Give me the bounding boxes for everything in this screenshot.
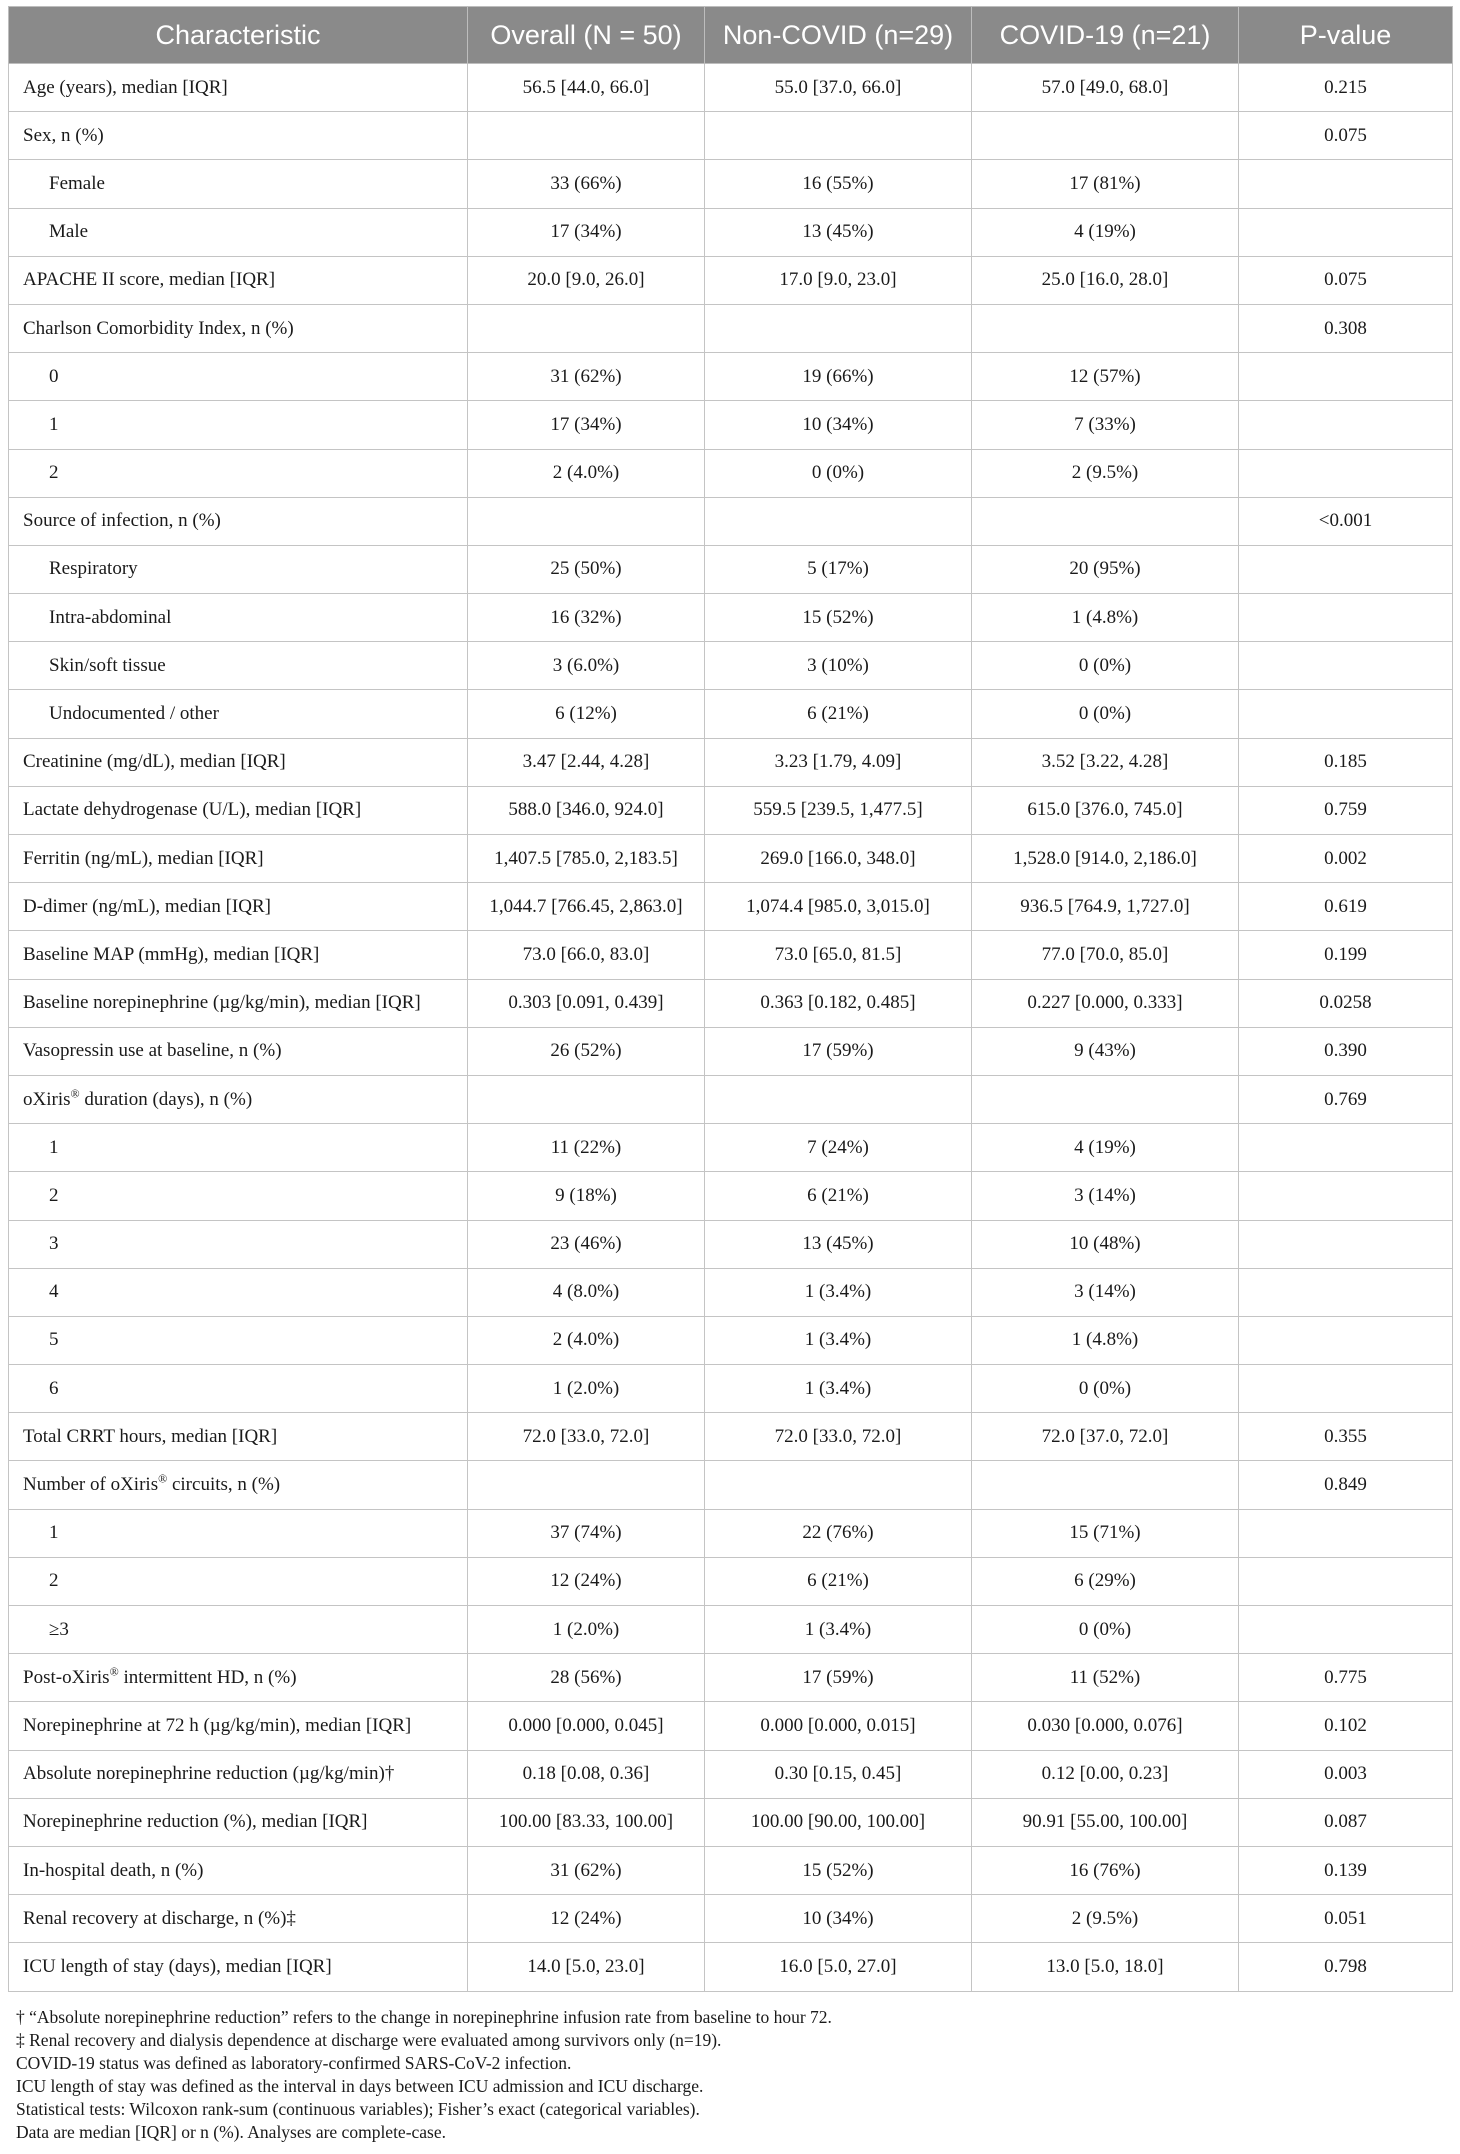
cell-p-value [1239,1606,1453,1654]
cell-p-value: 0.775 [1239,1654,1453,1702]
cell-non-covid: 6 (21%) [705,1172,972,1220]
cell-covid [972,304,1239,352]
table-row [9,160,1453,208]
cell-p-value [1239,1124,1453,1172]
cell-p-value [1239,1557,1453,1605]
cell-non-covid: 0 (0%) [705,449,972,497]
cell-overall [468,1075,705,1123]
cell-non-covid: 15 (52%) [705,1846,972,1894]
cell-characteristic: Renal recovery at discharge, n (%)‡ [9,1895,468,1943]
cell-characteristic: Absolute norepinephrine reduction (µg/kg/min)† [9,1750,468,1798]
cell-non-covid: 100.00 [90.00, 100.00] [705,1798,972,1846]
cell-characteristic: Charlson Comorbidity Index, n (%) [9,304,468,352]
cell-covid: 13.0 [5.0, 18.0] [972,1943,1239,1991]
table-row [9,1124,1453,1172]
cell-overall: 72.0 [33.0, 72.0] [468,1413,705,1461]
table-row [9,1846,1453,1894]
cell-characteristic: Baseline norepinephrine (µg/kg/min), median [IQR] [9,979,468,1027]
cell-p-value: 0.102 [1239,1702,1453,1750]
cell-p-value: 0.769 [1239,1075,1453,1123]
table-row [9,1316,1453,1364]
cell-overall [468,497,705,545]
cell-non-covid: 16 (55%) [705,160,972,208]
cell-overall: 16 (32%) [468,594,705,642]
cell-non-covid: 10 (34%) [705,1895,972,1943]
table-row [9,1750,1453,1798]
table-row [9,1702,1453,1750]
table-header [9,7,1453,64]
table-row [9,979,1453,1027]
cell-overall: 20.0 [9.0, 26.0] [468,256,705,304]
cell-characteristic: Lactate dehydrogenase (U/L), median [IQR] [9,786,468,834]
cell-non-covid: 0.363 [0.182, 0.485] [705,979,972,1027]
cell-non-covid: 3 (10%) [705,642,972,690]
cell-p-value [1239,1509,1453,1557]
cell-p-value: 0.308 [1239,304,1453,352]
table-row [9,1606,1453,1654]
cell-characteristic: 2 [9,1172,468,1220]
cell-covid: 7 (33%) [972,401,1239,449]
table-row [9,1895,1453,1943]
cell-p-value: 0.355 [1239,1413,1453,1461]
cell-covid: 3.52 [3.22, 4.28] [972,738,1239,786]
table-row [9,1943,1453,1991]
cell-covid: 1 (4.8%) [972,594,1239,642]
cell-non-covid: 6 (21%) [705,690,972,738]
table-row [9,497,1453,545]
cell-overall: 0.18 [0.08, 0.36] [468,1750,705,1798]
cell-non-covid: 72.0 [33.0, 72.0] [705,1413,972,1461]
cell-non-covid: 10 (34%) [705,401,972,449]
cell-covid: 17 (81%) [972,160,1239,208]
cell-characteristic: Vasopressin use at baseline, n (%) [9,1027,468,1075]
cell-overall: 25 (50%) [468,545,705,593]
cell-covid: 12 (57%) [972,353,1239,401]
cell-covid: 11 (52%) [972,1654,1239,1702]
cell-overall: 1 (2.0%) [468,1365,705,1413]
cell-covid: 57.0 [49.0, 68.0] [972,64,1239,112]
cell-characteristic: Creatinine (mg/dL), median [IQR] [9,738,468,786]
cell-non-covid: 1 (3.4%) [705,1365,972,1413]
cell-overall: 4 (8.0%) [468,1268,705,1316]
cell-overall [468,304,705,352]
cell-covid: 0.030 [0.000, 0.076] [972,1702,1239,1750]
cell-non-covid [705,1075,972,1123]
cell-characteristic: Respiratory [9,545,468,593]
cell-non-covid [705,1461,972,1509]
cell-non-covid: 17 (59%) [705,1654,972,1702]
table-row [9,1220,1453,1268]
cell-characteristic: Age (years), median [IQR] [9,64,468,112]
table-row [9,449,1453,497]
cell-characteristic: 2 [9,1557,468,1605]
cell-characteristic: APACHE II score, median [IQR] [9,256,468,304]
cell-characteristic: Baseline MAP (mmHg), median [IQR] [9,931,468,979]
cell-p-value: 0.075 [1239,256,1453,304]
cell-overall: 17 (34%) [468,208,705,256]
cell-covid: 936.5 [764.9, 1,727.0] [972,883,1239,931]
table-row [9,1413,1453,1461]
cell-non-covid: 22 (76%) [705,1509,972,1557]
cell-characteristic: Post-oXiris® intermittent HD, n (%) [9,1654,468,1702]
cell-covid [972,1461,1239,1509]
cell-overall: 3.47 [2.44, 4.28] [468,738,705,786]
cell-characteristic: D-dimer (ng/mL), median [IQR] [9,883,468,931]
cell-covid: 3 (14%) [972,1268,1239,1316]
cell-characteristic: oXiris® duration (days), n (%) [9,1075,468,1123]
footnote: COVID-19 status was defined as laboratory-confirmed SARS-CoV-2 infection. [16,2052,572,2073]
cell-overall: 2 (4.0%) [468,449,705,497]
table-row [9,64,1453,112]
cell-covid: 3 (14%) [972,1172,1239,1220]
cell-p-value: 0.0258 [1239,979,1453,1027]
table-row [9,112,1453,160]
table-row [9,545,1453,593]
cell-overall: 28 (56%) [468,1654,705,1702]
cell-p-value [1239,449,1453,497]
cell-covid: 15 (71%) [972,1509,1239,1557]
cell-p-value [1239,1220,1453,1268]
cell-p-value: 0.215 [1239,64,1453,112]
cell-non-covid: 269.0 [166.0, 348.0] [705,835,972,883]
cell-non-covid: 19 (66%) [705,353,972,401]
cell-overall: 31 (62%) [468,1846,705,1894]
cell-covid: 16 (76%) [972,1846,1239,1894]
cell-non-covid: 1 (3.4%) [705,1606,972,1654]
table-row [9,883,1453,931]
cell-non-covid [705,112,972,160]
cell-covid [972,497,1239,545]
table-row [9,690,1453,738]
cell-covid: 0 (0%) [972,1606,1239,1654]
cell-characteristic: In-hospital death, n (%) [9,1846,468,1894]
cell-covid [972,1075,1239,1123]
cell-p-value [1239,401,1453,449]
cell-characteristic: 1 [9,1124,468,1172]
cell-p-value [1239,1172,1453,1220]
cell-characteristic: Male [9,208,468,256]
table-row [9,931,1453,979]
cell-covid: 0 (0%) [972,1365,1239,1413]
footnote: † “Absolute norepinephrine reduction” refers to the change in norepinephrine infusion rate from baseline to hour 72. [16,2006,832,2027]
cell-overall: 100.00 [83.33, 100.00] [468,1798,705,1846]
cell-non-covid: 17.0 [9.0, 23.0] [705,256,972,304]
cell-non-covid: 13 (45%) [705,1220,972,1268]
cell-p-value [1239,690,1453,738]
table-row [9,738,1453,786]
cell-covid: 20 (95%) [972,545,1239,593]
table-row [9,1365,1453,1413]
cell-non-covid: 3.23 [1.79, 4.09] [705,738,972,786]
cell-overall: 33 (66%) [468,160,705,208]
table-row [9,594,1453,642]
table-row [9,401,1453,449]
cell-p-value: 0.051 [1239,1895,1453,1943]
cell-overall: 23 (46%) [468,1220,705,1268]
cell-non-covid: 0.000 [0.000, 0.015] [705,1702,972,1750]
footnote: Statistical tests: Wilcoxon rank-sum (continuous variables); Fisher’s exact (categorical variables). [16,2098,700,2119]
footnote: ‡ Renal recovery and dialysis dependence at discharge were evaluated among survivors only (n=19). [16,2029,722,2050]
table-row [9,642,1453,690]
table-row [9,1027,1453,1075]
table-row [9,1268,1453,1316]
cell-characteristic: Total CRRT hours, median [IQR] [9,1413,468,1461]
header-characteristic: Characteristic [9,7,468,64]
cell-p-value [1239,160,1453,208]
cell-covid: 9 (43%) [972,1027,1239,1075]
cell-covid: 0 (0%) [972,642,1239,690]
cell-covid: 0.227 [0.000, 0.333] [972,979,1239,1027]
cell-overall: 37 (74%) [468,1509,705,1557]
cell-characteristic: 6 [9,1365,468,1413]
cell-p-value: 0.849 [1239,1461,1453,1509]
cell-overall: 9 (18%) [468,1172,705,1220]
cell-non-covid: 1 (3.4%) [705,1316,972,1364]
cell-non-covid [705,497,972,545]
cell-p-value [1239,208,1453,256]
cell-p-value: <0.001 [1239,497,1453,545]
cell-non-covid: 7 (24%) [705,1124,972,1172]
table-row [9,1172,1453,1220]
table-row [9,1798,1453,1846]
cell-characteristic: Skin/soft tissue [9,642,468,690]
cell-characteristic: Number of oXiris® circuits, n (%) [9,1461,468,1509]
cell-overall: 11 (22%) [468,1124,705,1172]
cell-overall: 12 (24%) [468,1895,705,1943]
cell-characteristic: Female [9,160,468,208]
cell-overall: 6 (12%) [468,690,705,738]
cell-characteristic: Sex, n (%) [9,112,468,160]
cell-characteristic: 2 [9,449,468,497]
cell-non-covid: 1,074.4 [985.0, 3,015.0] [705,883,972,931]
cell-p-value [1239,1316,1453,1364]
cell-overall: 17 (34%) [468,401,705,449]
cell-overall: 73.0 [66.0, 83.0] [468,931,705,979]
cell-p-value: 0.390 [1239,1027,1453,1075]
header-row [9,7,1453,64]
cell-overall: 12 (24%) [468,1557,705,1605]
table-row [9,353,1453,401]
cell-covid: 0 (0%) [972,690,1239,738]
cell-p-value: 0.185 [1239,738,1453,786]
cell-non-covid: 1 (3.4%) [705,1268,972,1316]
cell-non-covid: 0.30 [0.15, 0.45] [705,1750,972,1798]
cell-non-covid: 17 (59%) [705,1027,972,1075]
table-row [9,1557,1453,1605]
cell-covid: 25.0 [16.0, 28.0] [972,256,1239,304]
cell-covid: 10 (48%) [972,1220,1239,1268]
cell-covid [972,112,1239,160]
cell-non-covid: 55.0 [37.0, 66.0] [705,64,972,112]
cell-overall: 1 (2.0%) [468,1606,705,1654]
header-p-value: P-value [1239,7,1453,64]
table-body [9,64,1453,1992]
table-row [9,786,1453,834]
cell-overall: 14.0 [5.0, 23.0] [468,1943,705,1991]
cell-characteristic: Intra-abdominal [9,594,468,642]
cell-characteristic: 4 [9,1268,468,1316]
cell-non-covid: 13 (45%) [705,208,972,256]
cell-covid: 0.12 [0.00, 0.23] [972,1750,1239,1798]
cell-covid: 615.0 [376.0, 745.0] [972,786,1239,834]
header-overall: Overall (N = 50) [468,7,705,64]
header-non-covid: Non-COVID (n=29) [705,7,972,64]
header-covid: COVID-19 (n=21) [972,7,1239,64]
table-row [9,208,1453,256]
cell-non-covid: 73.0 [65.0, 81.5] [705,931,972,979]
cell-characteristic: 1 [9,1509,468,1557]
cell-p-value: 0.759 [1239,786,1453,834]
footnote: Data are median [IQR] or n (%). Analyses are complete-case. [16,2121,447,2142]
cell-p-value [1239,594,1453,642]
cell-covid: 2 (9.5%) [972,449,1239,497]
cell-characteristic: 5 [9,1316,468,1364]
cell-p-value: 0.003 [1239,1750,1453,1798]
cell-characteristic: 1 [9,401,468,449]
cell-characteristic: 0 [9,353,468,401]
cell-characteristic: Ferritin (ng/mL), median [IQR] [9,835,468,883]
cell-p-value: 0.798 [1239,1943,1453,1991]
table-row [9,1461,1453,1509]
cell-covid: 1 (4.8%) [972,1316,1239,1364]
cell-overall: 0.000 [0.000, 0.045] [468,1702,705,1750]
cell-covid: 72.0 [37.0, 72.0] [972,1413,1239,1461]
cell-characteristic: Norepinephrine reduction (%), median [IQR] [9,1798,468,1846]
cell-covid: 1,528.0 [914.0, 2,186.0] [972,835,1239,883]
characteristics-table [8,6,1453,1992]
cell-p-value: 0.199 [1239,931,1453,979]
cell-covid: 2 (9.5%) [972,1895,1239,1943]
table-row [9,1654,1453,1702]
cell-covid: 4 (19%) [972,1124,1239,1172]
cell-non-covid [705,304,972,352]
cell-characteristic: Undocumented / other [9,690,468,738]
cell-p-value: 0.087 [1239,1798,1453,1846]
cell-non-covid: 16.0 [5.0, 27.0] [705,1943,972,1991]
cell-non-covid: 559.5 [239.5, 1,477.5] [705,786,972,834]
cell-p-value: 0.002 [1239,835,1453,883]
table-row [9,835,1453,883]
cell-non-covid: 6 (21%) [705,1557,972,1605]
cell-p-value [1239,353,1453,401]
cell-covid: 4 (19%) [972,208,1239,256]
cell-overall: 0.303 [0.091, 0.439] [468,979,705,1027]
cell-p-value [1239,1268,1453,1316]
footnotes [8,1992,1452,2144]
table-row [9,304,1453,352]
cell-overall [468,112,705,160]
cell-overall: 56.5 [44.0, 66.0] [468,64,705,112]
cell-overall [468,1461,705,1509]
cell-p-value: 0.139 [1239,1846,1453,1894]
cell-overall: 3 (6.0%) [468,642,705,690]
cell-characteristic: ≥3 [9,1606,468,1654]
cell-characteristic: Norepinephrine at 72 h (µg/kg/min), median [IQR] [9,1702,468,1750]
cell-p-value [1239,1365,1453,1413]
cell-overall: 1,407.5 [785.0, 2,183.5] [468,835,705,883]
cell-covid: 6 (29%) [972,1557,1239,1605]
cell-covid: 77.0 [70.0, 85.0] [972,931,1239,979]
table-row [9,1075,1453,1123]
cell-characteristic: Source of infection, n (%) [9,497,468,545]
footnote: ICU length of stay was defined as the interval in days between ICU admission and ICU discharge. [16,2075,704,2096]
cell-p-value [1239,545,1453,593]
cell-overall: 2 (4.0%) [468,1316,705,1364]
cell-p-value: 0.619 [1239,883,1453,931]
cell-non-covid: 5 (17%) [705,545,972,593]
cell-overall: 26 (52%) [468,1027,705,1075]
table-row [9,1509,1453,1557]
cell-p-value [1239,642,1453,690]
cell-characteristic: 3 [9,1220,468,1268]
cell-covid: 90.91 [55.00, 100.00] [972,1798,1239,1846]
cell-overall: 1,044.7 [766.45, 2,863.0] [468,883,705,931]
cell-overall: 31 (62%) [468,353,705,401]
cell-overall: 588.0 [346.0, 924.0] [468,786,705,834]
table-row [9,256,1453,304]
cell-p-value: 0.075 [1239,112,1453,160]
cell-characteristic: ICU length of stay (days), median [IQR] [9,1943,468,1991]
cell-non-covid: 15 (52%) [705,594,972,642]
